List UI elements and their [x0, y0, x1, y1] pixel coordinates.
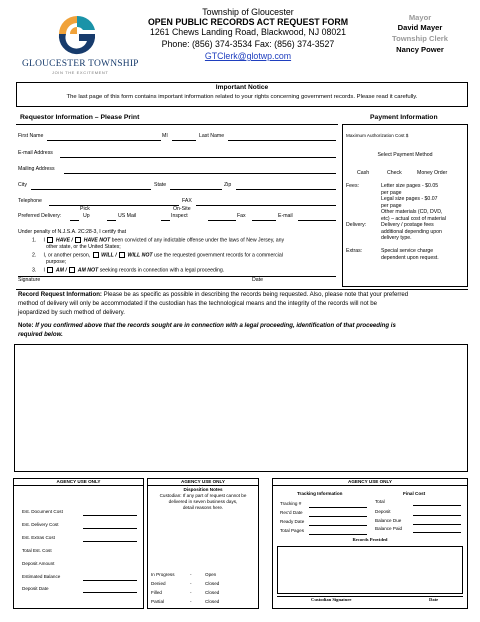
will-not-checkbox[interactable]: [119, 252, 125, 258]
mailing-field[interactable]: [64, 173, 336, 174]
penalty-text: Under penalty of N.J.S.A. 2C:28-3, I certify that: [18, 229, 127, 235]
deposit-amount-label: Deposit Amount: [22, 561, 55, 566]
tracking-number-field[interactable]: [309, 507, 367, 508]
mayor-title: Mayor: [408, 13, 432, 22]
disposition-text-3: detail reasons here.: [182, 505, 224, 510]
ready-date-field[interactable]: [309, 525, 367, 526]
clerk-name: Nancy Power: [396, 45, 444, 54]
signature-label: Signature: [18, 277, 41, 283]
state-label: State: [154, 182, 167, 188]
custodian-date-label: Date: [429, 597, 439, 602]
final-cost-title: Final Cost: [403, 491, 426, 496]
email-label: E-mail Address: [18, 150, 53, 156]
zip-field[interactable]: [236, 189, 336, 190]
state-field[interactable]: [170, 189, 222, 190]
tracking-title: Tracking Information: [297, 491, 343, 496]
pick-label: Pick: [80, 206, 90, 212]
notice-text: The last page of this form contains important information related to your rights concerning government records. Please read it carefully.: [66, 94, 418, 100]
disposition-text-2: delivered in seven business days,: [168, 499, 238, 504]
city-field[interactable]: [31, 189, 151, 190]
mi-label: MI: [162, 133, 168, 139]
recd-date-field[interactable]: [309, 516, 367, 517]
agency-col-3: [272, 478, 468, 609]
important-notice-box: [16, 82, 468, 107]
record-request-line-2: method of delivery will only be accommodated if the custodian has the technological means and the integrity of the records will not be: [18, 300, 378, 307]
tracking-number-label: Tracking #: [280, 501, 302, 506]
status-open[interactable]: Open: [205, 572, 217, 577]
disposition-text-1: Custodian: If any part of request cannot be: [159, 493, 247, 498]
total-pages-label: Total Pages: [280, 528, 305, 533]
agency-col-1: [13, 478, 144, 609]
status-closed-partial[interactable]: Closed: [205, 599, 220, 604]
final-total-field[interactable]: [413, 505, 461, 506]
max-auth-label: Maximum Authorization Cost $: [346, 133, 409, 138]
est-document-cost-field[interactable]: [83, 515, 137, 516]
payment-heading: Payment Information: [370, 114, 438, 121]
last-name-label: Last Name: [199, 133, 225, 139]
status-denied[interactable]: Denied: [151, 581, 166, 586]
status-closed-denied[interactable]: Closed: [205, 581, 220, 586]
note-line-2: required below.: [18, 331, 63, 338]
status-partial[interactable]: Partial: [151, 599, 165, 604]
us-mail-label: US Mail: [118, 213, 137, 219]
pickup-label: Up: [83, 213, 90, 219]
inspect-label: Inspect: [171, 213, 188, 219]
cash-option[interactable]: Cash: [357, 170, 370, 176]
cert-item-1-line2: other state, or the United States;: [46, 244, 121, 250]
records-provided-label: Records Provided: [352, 537, 388, 542]
status-filled[interactable]: Filled: [151, 590, 162, 595]
clerk-email-link[interactable]: GTClerk@glotwp.com: [204, 51, 292, 61]
status-closed-filled[interactable]: Closed: [205, 590, 220, 595]
email-delivery-label: E-mail: [278, 213, 293, 219]
agency-col-3-title: AGENCY USE ONLY: [348, 479, 392, 484]
requestor-heading: Requestor Information – Please Print: [20, 114, 140, 121]
est-extras-cost-label: Est. Extras Cost: [22, 535, 55, 540]
cert-item-2: 2. I, or another person, WILL / WILL NOT use the requested government records for a commercial: [32, 252, 283, 259]
estimated-balance-field[interactable]: [83, 580, 137, 581]
total-pages-field[interactable]: [309, 534, 367, 535]
mayor-name: David Mayer: [397, 23, 443, 32]
first-name-label: First Name: [18, 133, 44, 139]
status-in-progress[interactable]: In Progress: [151, 572, 175, 577]
record-request-line-3: jeopardized by such method of delivery.: [18, 309, 125, 316]
balance-due-field[interactable]: [413, 524, 461, 525]
final-deposit-field[interactable]: [413, 515, 461, 516]
estimated-balance-label: Estimated Balance: [22, 574, 61, 579]
have-not-checkbox[interactable]: [75, 237, 81, 243]
custodian-signature-label: Custodian Signature: [311, 597, 352, 602]
fax-delivery-check[interactable]: [208, 220, 236, 221]
zip-label: Zip: [224, 182, 232, 188]
logo-tagline: JOIN THE EXCITEMENT: [52, 70, 109, 75]
notice-title: Important Notice: [215, 84, 269, 91]
balance-due-label: Balance Due: [375, 518, 402, 523]
est-extras-cost-field[interactable]: [83, 541, 137, 542]
deposit-date-label: Deposit Date: [22, 586, 49, 591]
records-provided-field[interactable]: [277, 546, 463, 594]
township-logo: [22, 14, 139, 75]
fax-label: FAX: [182, 198, 192, 204]
am-checkbox[interactable]: [47, 267, 53, 273]
extras-label: Extras:: [346, 248, 363, 254]
est-document-cost-label: Est. Document Cost: [22, 509, 63, 514]
email-field[interactable]: [60, 157, 336, 158]
total-est-cost-label: Total Est. Cost: [22, 548, 52, 553]
fees-label: Fees:: [346, 183, 359, 189]
disposition-title: Disposition Notes: [183, 487, 223, 492]
check-option[interactable]: Check: [387, 170, 402, 176]
agency-col-2-title: AGENCY USE ONLY: [181, 479, 225, 484]
final-deposit-label: Deposit: [375, 509, 391, 514]
est-delivery-cost-label: Est. Delivery Cost: [22, 522, 59, 527]
phone-fax: Phone: (856) 374-3534 Fax: (856) 374-3527: [161, 39, 335, 49]
us-mail-check[interactable]: [107, 220, 116, 221]
gloucester-g-logo-icon: [57, 14, 97, 58]
delivery-label: Delivery:: [346, 222, 367, 228]
balance-paid-field[interactable]: [413, 532, 461, 533]
email-delivery-line: [298, 220, 336, 221]
logo-name: GLOUCESTER TOWNSHIP: [22, 59, 139, 69]
on-site-label: On-Site: [173, 206, 191, 212]
agency-col-2: AGENCY USE ONLY Disposition Notes Custodian: If any part of request cannot be delivered in seven business days, detail reasons here. In Progress - Open Denied - Closed Filled - Closed Partial - Closed: [147, 478, 259, 609]
mailing-label: Mailing Address: [18, 166, 55, 172]
pickup-check[interactable]: [70, 220, 79, 221]
township-address: 1261 Chews Landing Road, Blackwood, NJ 08021: [149, 27, 347, 37]
money-order-option[interactable]: Money Order: [417, 170, 448, 176]
inspect-check[interactable]: [161, 220, 170, 221]
payment-box: Maximum Authorization Cost $ Select Payment Method Cash Check Money Order Fees: Letter size pages - $0.05 per page Legal size pages - $0.07 per page Other materials (CD, DVD, etc) – actual cost of material Delivery: Delivery / postage fees additional depending upon delivery type. Extras: Special service charge dependent upon request.: [342, 124, 468, 287]
record-request-textarea[interactable]: [14, 344, 468, 472]
agency-col-1-title: AGENCY USE ONLY: [56, 479, 101, 484]
select-payment-label: Select Payment Method: [377, 152, 433, 158]
cert-item-2-line2: purpose;: [46, 259, 67, 265]
preferred-delivery-label: Preferred Delivery:: [18, 213, 62, 219]
fax-field[interactable]: [196, 205, 336, 206]
mi-field[interactable]: [172, 140, 196, 141]
recd-date-label: Rec'd Date: [280, 510, 303, 515]
deposit-date-field[interactable]: [83, 592, 137, 593]
first-name-field[interactable]: [47, 140, 161, 141]
signature-field[interactable]: [18, 276, 336, 277]
clerk-title: Township Clerk: [392, 34, 448, 43]
am-not-checkbox[interactable]: [69, 267, 75, 273]
cert-item-1: 1. I HAVE / HAVE NOT been convicted of any indictable offense under the laws of New Jersey, any: [32, 237, 285, 244]
city-label: City: [18, 182, 27, 188]
note-line-1: Note: If you confirmed above that the records sought are in connection with a legal proceeding, identification of that proceeding is: [18, 322, 396, 329]
township-name: Township of Gloucester: [202, 7, 294, 17]
will-checkbox[interactable]: [93, 252, 99, 258]
record-request-line-1: Record Request Information: Please be as specific as possible in describing the records being requested. Also, please note that your preferred: [18, 291, 409, 298]
est-delivery-cost-field[interactable]: [83, 528, 137, 529]
form-title: OPEN PUBLIC RECORDS ACT REQUEST FORM: [147, 17, 349, 27]
last-name-field[interactable]: [228, 140, 336, 141]
have-checkbox[interactable]: [47, 237, 53, 243]
telephone-field[interactable]: [49, 205, 179, 206]
date-label: Date: [252, 277, 263, 283]
final-total-label: Total: [375, 499, 385, 504]
email-delivery-check[interactable]: [252, 220, 276, 221]
telephone-label: Telephone: [18, 198, 42, 204]
cert-item-3: 3. I AM / AM NOT seeking records in connection with a legal proceeding.: [32, 267, 225, 274]
fax-delivery-label: Fax: [237, 213, 246, 219]
ready-date-label: Ready Date: [280, 519, 305, 524]
balance-paid-label: Balance Paid: [375, 526, 403, 531]
